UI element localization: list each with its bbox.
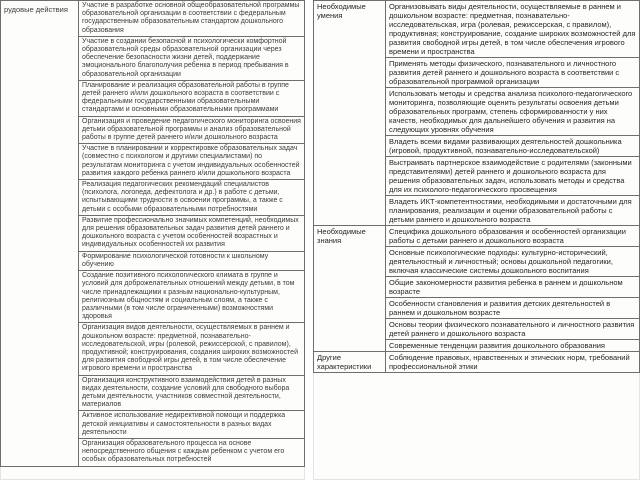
table-row — [314, 1, 640, 58]
requirement-text: Участие в планировании и корректировке образовательных задач (совместно с психологом и другими специалистами) по результатам мониторинга с учетом индивидуальных особенностей развития каждого ребенка раннего и/или дошкольного возраста — [79, 144, 305, 180]
requirement-text: Организация и проведение педагогического мониторинга освоения детьми образовательной программы и анализ образовательной работы в группе детей раннего и/или дошкольного возраста — [79, 116, 305, 144]
requirement-text: Основные психологические подходы: культурно-исторический, деятельностный и личностный; основы дошкольной педагогики, включая классические системы дошкольного воспитания — [386, 247, 640, 277]
section-label: Необходимые знания — [314, 226, 386, 352]
requirement-text: Участие в создании безопасной и психологически комфортной образовательной среды образовательной организации через обеспечение безопасности жизни детей, поддержание эмоционального благополучия ребенка в период пребывания в образовательной организации — [79, 36, 305, 80]
requirement-text: Организовывать виды деятельности, осуществляемые в раннем и дошкольном возрасте: предметная, познавательно-исследовательская, игра (ролевая, режиссерская, с правилом), продуктивная; конструирование, создание широких возможностей для развития свободной игры детей, в том числе обеспечения игрового времени и пространства — [386, 1, 640, 58]
left-document-page — [0, 0, 305, 480]
table-row — [314, 226, 640, 247]
requirement-text: Организация видов деятельности, осуществляемых в раннем и дошкольном возрасте: предметной, познавательно-исследовательской, игры (ролевой, режиссерской, с правилом), продуктивной; конструирования, создания широких возможностей для развития свободной игры детей, в том числе обеспечение игрового времени и пространства — [79, 323, 305, 375]
section-label: рудовые действия — [1, 1, 79, 467]
requirement-text: Владеть ИКТ-компетентностями, необходимыми и достаточными для планирования, реализации и оценки образовательной работы с детьми раннего и дошкольного возраста — [386, 196, 640, 226]
requirement-text: Формирование психологической готовности к школьному обучению — [79, 251, 305, 270]
requirement-text: Активное использование недирективной помощи и поддержка детской инициативы и самостоятельности в разных видах деятельности — [79, 411, 305, 439]
table-row — [1, 1, 305, 37]
requirement-text: Развитие профессионально значимых компетенций, необходимых для решения образовательных задач развития детей раннего и дошкольного возраста с учетом особенностей возрастных и индивидуальных особенностей их развития — [79, 215, 305, 251]
section-label: Необходимые умения — [314, 1, 386, 226]
right-document-page — [313, 0, 640, 480]
requirement-text: Владеть всеми видами развивающих деятельностей дошкольника (игровой, продуктивной, познавательно-исследовательской) — [386, 136, 640, 157]
requirement-text: Организация образовательного процесса на основе непосредственного общения с каждым ребенком с учетом его особых образовательных потребностей — [79, 438, 305, 466]
requirement-text: Участие в разработке основной общеобразовательной программы образовательной организации в соответствии с федеральным государственным образовательным стандартом дошкольного образования — [79, 1, 305, 37]
requirement-text: Использовать методы и средства анализа психолого-педагогического мониторинга, позволяющие оценить результаты освоения детьми образовательных программ, степень сформированности у них качеств, необходимых для дальнейшего обучения и развития на следующих уровнях обучения — [386, 88, 640, 136]
requirement-text: Реализация педагогических рекомендаций специалистов (психолога, логопеда, дефектолога и др.) в работе с детьми, испытывающими трудности в освоении программы, а также с детьми с особыми образовательными потребностями — [79, 180, 305, 216]
table-row — [314, 352, 640, 373]
requirement-text: Специфика дошкольного образования и особенностей организации работы с детьми раннего и дошкольного возраста — [386, 226, 640, 247]
requirement-text: Основы теории физического познавательного и личностного развития детей раннего и дошкольного возраста — [386, 319, 640, 340]
right-requirements-table — [313, 0, 640, 373]
requirement-text: Современные тенденции развития дошкольного образования — [386, 340, 640, 352]
requirement-text: Особенности становления и развития детских деятельностей в раннем и дошкольном возрасте — [386, 298, 640, 319]
requirement-text: Общие закономерности развития ребенка в раннем и дошкольном возрасте — [386, 277, 640, 298]
left-requirements-table — [0, 0, 305, 467]
section-label: Другие характеристики — [314, 352, 386, 373]
requirement-text: Применять методы физического, познавательного и личностного развития детей раннего и дошкольного возраста в соответствии с образовательной программой организации — [386, 58, 640, 88]
requirement-text: Организация конструктивного взаимодействия детей в разных видах деятельности, создание условий для свободного выбора детьми деятельности, участников совместной деятельности, материалов — [79, 375, 305, 411]
requirement-text: Создание позитивного психологического климата в группе и условий для доброжелательных отношений между детьми, в том числе принадлежащими к разным национально-культурным, религиозным общностям и социальным слоям, а также с различными (в том числе ограниченными) возможностями здоровья — [79, 271, 305, 323]
requirement-text: Выстраивать партнерское взаимодействие с родителями (законными представителями) детей раннего и дошкольного возраста для решения образовательных задач, использовать методы и средства для их психолого-педагогического просвещения — [386, 157, 640, 196]
requirement-text: Соблюдение правовых, нравственных и этических норм, требований профессиональной этики — [386, 352, 640, 373]
requirement-text: Планирование и реализация образовательной работы в группе детей раннего и/или дошкольного возраста в соответствии с федеральными государственными образовательными стандартами и основными образовательными программами — [79, 80, 305, 116]
